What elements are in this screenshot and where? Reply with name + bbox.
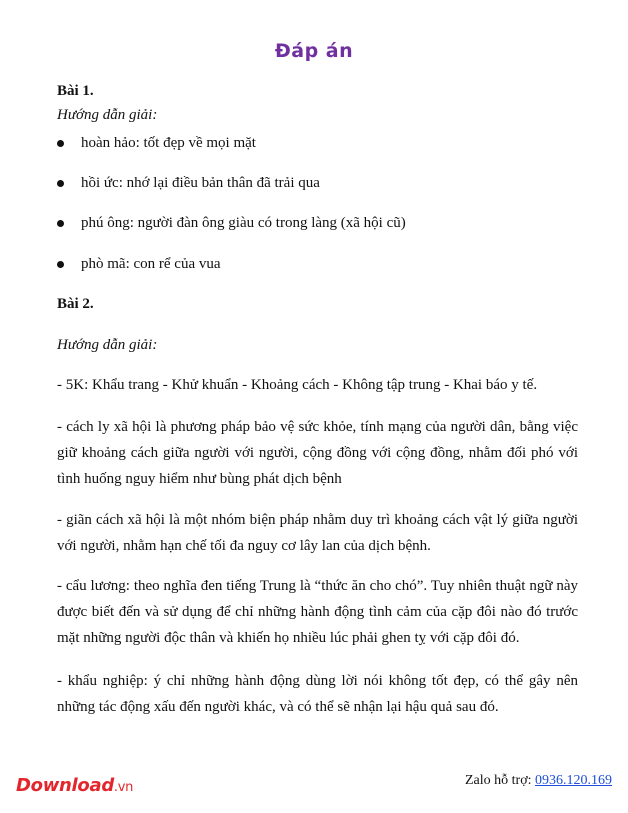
page-title: Đáp án: [274, 40, 354, 62]
bai1-guide-label: Hướng dẫn giải:: [57, 107, 158, 123]
zalo-support: [465, 773, 612, 789]
bai2-heading: Bài 2.: [57, 296, 94, 312]
bullet-icon: [57, 140, 64, 147]
list-item-text: hoàn hảo: tốt đẹp về mọi mặt: [81, 135, 256, 151]
bullet-icon: [57, 261, 64, 268]
download-logo[interactable]: [16, 775, 133, 796]
list-item: [57, 135, 256, 152]
logo-main-text: Download: [16, 775, 114, 796]
bullet-icon: [57, 180, 64, 187]
paragraph-cach-ly: - cách ly xã hội là phương pháp bảo vệ sức khỏe, tính mạng của người dân, bằng việc giữ khoảng cách giữa người với người, cộng đồng với cộng đồng, nhằm đối phó với tình huống nguy hiểm như bùng phát dịch bệnh: [57, 419, 578, 487]
bullet-icon: [57, 220, 64, 227]
list-item-text: phú ông: người đàn ông giàu có trong làng (xã hội cũ): [81, 215, 406, 231]
zalo-phone-link[interactable]: 0936.120.169: [535, 773, 612, 788]
list-item: [57, 215, 406, 232]
list-item: [57, 175, 320, 192]
bai2-guide-label: Hướng dẫn giải:: [57, 337, 158, 353]
zalo-label: Zalo hỗ trợ:: [465, 773, 532, 788]
list-item: [57, 256, 221, 273]
paragraph-gian-cach: - giãn cách xã hội là một nhóm biện pháp nhằm duy trì khoảng cách vật lý giữa người với người, nhằm hạn chế tối đa nguy cơ lây lan của dịch bệnh.: [57, 512, 578, 554]
paragraph-5k: - 5K: Khẩu trang - Khử khuẩn - Khoảng cách - Không tập trung - Khai báo y tế.: [57, 377, 538, 393]
list-item-text: phò mã: con rể của vua: [81, 256, 221, 272]
paragraph-khau-nghiep: - khẩu nghiệp: ý chỉ những hành động dùng lời nói không tốt đẹp, có thể gây nên những tác động xấu đến người khác, và có thể sẽ nhận lại hậu quả sau đó.: [57, 673, 578, 715]
paragraph-cau-luong: - cẩu lương: theo nghĩa đen tiếng Trung là “thức ăn cho chó”. Tuy nhiên thuật ngữ này được biết đến và sử dụng để chỉ những hành động tình cảm của cặp đôi nào đó trước mặt những người độc thân và khiến họ nhiều lúc phải ghen tỵ với cặp đôi đó.: [57, 578, 578, 646]
list-item-text: hồi ức: nhớ lại điều bản thân đã trải qua: [81, 175, 320, 191]
logo-suffix-text: .vn: [113, 780, 134, 795]
bai1-heading: Bài 1.: [57, 83, 94, 99]
